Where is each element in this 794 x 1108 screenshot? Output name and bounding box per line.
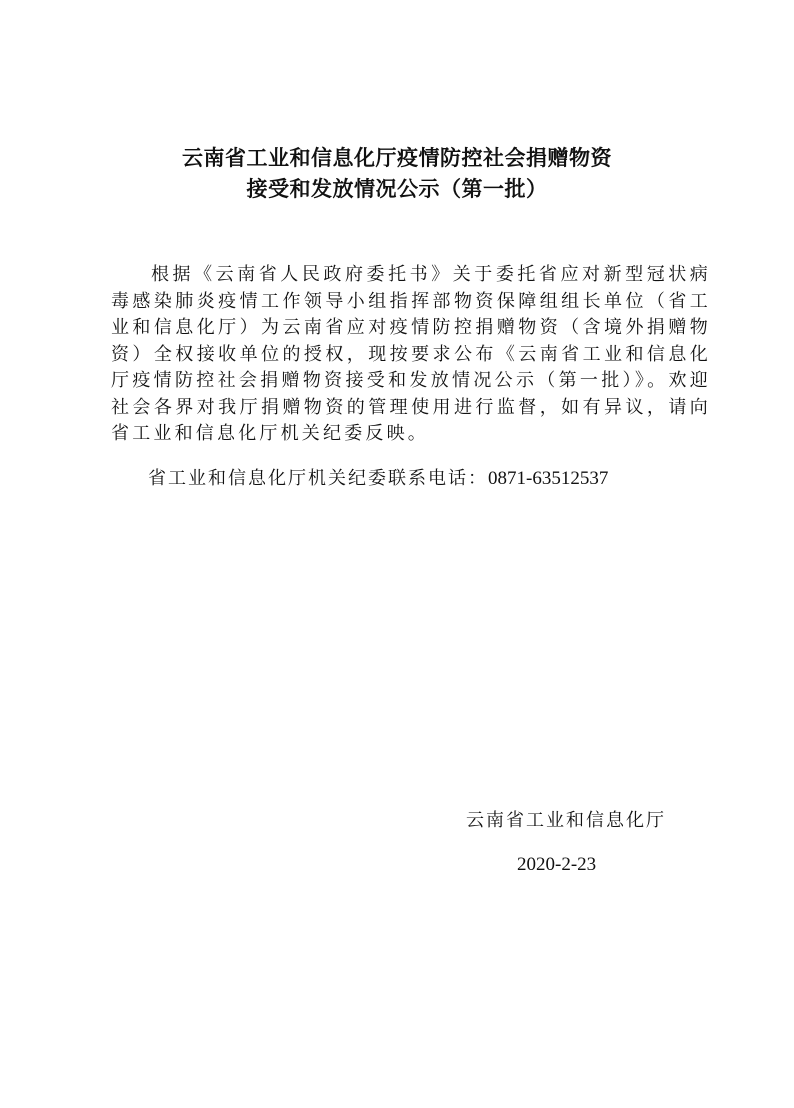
signature-date: 2020-2-23 — [517, 854, 597, 875]
document-title-line2: 接受和发放情况公示（第一批） — [246, 176, 548, 201]
contact-line — [148, 466, 608, 492]
body-paragraph: 根据《云南省人民政府委托书》关于委托省应对新型冠状病毒感染肺炎疫情工作领导小组指挥部物资保障组组长单位（省工业和信息化厅）为云南省应对疫情防控捐赠物资（含境外捐赠物资）全权接收单位的授权，现按要求公布《云南省工业和信息化厅疫情防控社会捐赠物资接受和发放情况公示（第一批）》。欢迎社会各界对我厅捐赠物资的管理使用进行监督，如有异议，请向省工业和信息化厅机关纪委反映。 — [111, 264, 711, 444]
signature-organization: 云南省工业和信息化厅 — [466, 810, 666, 831]
contact-phone: 0871-63512537 — [488, 468, 609, 489]
document-title-line1: 云南省工业和信息化厅疫情防控社会捐赠物资 — [182, 145, 612, 170]
contact-label: 省工业和信息化厅机关纪委联系电话： — [148, 468, 488, 489]
